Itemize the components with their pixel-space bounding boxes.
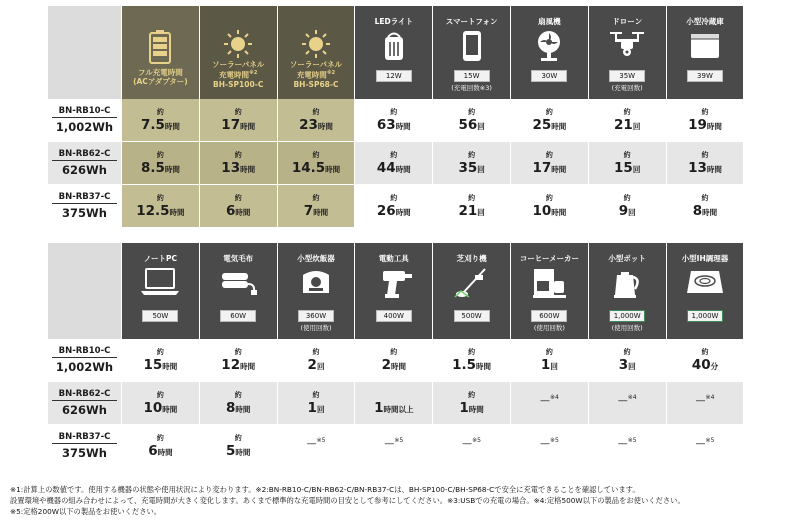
table-row — [48, 425, 745, 468]
smartphone-icon — [433, 30, 510, 62]
value-cell — [200, 99, 278, 142]
header-led-light — [355, 6, 433, 99]
value: 約 21回 — [458, 194, 485, 219]
value-cell — [122, 99, 200, 142]
footnotes — [10, 484, 785, 517]
value-cell — [355, 339, 433, 382]
value-cell — [122, 382, 200, 425]
value: 1時間以上 — [374, 400, 414, 416]
value-cell — [278, 142, 356, 185]
value-cell — [200, 425, 278, 468]
value: 約 19時間 — [688, 108, 722, 133]
value: 約 15回 — [614, 151, 641, 176]
value-cell — [433, 425, 511, 468]
value: 約 13時間 — [221, 151, 256, 176]
value: 約 8.5時間 — [140, 151, 180, 176]
device-name: 電気毛布 — [223, 254, 254, 263]
full-charge-label: フル充電時間 (ACアダプター) — [133, 68, 188, 86]
value: 約 14.5時間 — [291, 151, 341, 176]
model-name: BN-RB10-C — [52, 106, 117, 118]
fridge-icon — [667, 30, 744, 60]
watt-badge: 50W — [142, 310, 178, 322]
header-full-charge — [122, 6, 200, 99]
table-body — [48, 99, 745, 228]
value: 約 15時間 — [143, 348, 178, 373]
value-cell — [433, 142, 511, 185]
sub-label: (使用回数) — [533, 324, 565, 332]
device-name: 小型炊飯器 — [297, 254, 335, 263]
device-name: ノートPC — [143, 254, 178, 263]
watt-badge: 39W — [687, 70, 723, 82]
value: 約 10時間 — [532, 194, 567, 219]
model-capacity: 626Wh — [62, 163, 107, 177]
value-cell — [511, 185, 589, 228]
usage-table-bottom — [48, 243, 745, 468]
header-coffee-maker — [511, 243, 589, 339]
value: 約 6時間 — [148, 434, 173, 459]
sub-label: (充電回数※3) — [451, 84, 492, 92]
value: 約 8時間 — [225, 391, 251, 416]
model-name: BN-RB37-C — [52, 192, 117, 204]
not-applicable: —$^{※5}$ — [462, 437, 482, 450]
value: 約 2回 — [307, 348, 325, 373]
drone-icon — [589, 30, 666, 58]
device-name: 扇風機 — [538, 17, 561, 26]
table-row — [48, 382, 745, 425]
watt-badge: 15W — [454, 70, 490, 82]
device-name: 小型IH調理器 — [681, 254, 729, 263]
model-cell — [48, 339, 122, 382]
device-name: 電動工具 — [378, 254, 409, 263]
value-cell — [667, 142, 745, 185]
table-header-row — [48, 243, 745, 339]
value-cell — [433, 185, 511, 228]
rice-cooker-icon — [278, 267, 355, 297]
not-applicable: —$^{※5}$ — [384, 437, 404, 450]
model-capacity: 626Wh — [62, 403, 107, 417]
value: 約 2時間 — [381, 348, 406, 373]
table-row — [48, 339, 745, 382]
footnote-line: ※1:計算上の数値です。使用する機器の状態や使用状況により変わります。※2:BN-RB10-C/BN-RB62-C/BN-RB37-Cは、BH-SP100-C/BH-SP68-Cで安全に充電できることを確認しています。 — [10, 485, 640, 494]
value-cell — [667, 339, 745, 382]
value-cell — [433, 339, 511, 382]
value-cell — [200, 185, 278, 228]
not-applicable: —$^{※4}$ — [695, 394, 715, 407]
fan-icon — [511, 30, 588, 62]
model-cell — [48, 99, 122, 142]
value: 約 7.5時間 — [140, 108, 180, 133]
value: 約 56回 — [458, 108, 485, 133]
solar-label: ソーラーパネル 充電時間$^{※2}$ BH-SP68-C — [289, 60, 343, 89]
value: 約 23時間 — [299, 108, 333, 133]
value-cell — [511, 382, 589, 425]
value-cell — [667, 99, 745, 142]
value: 約 3回 — [618, 348, 636, 373]
header-corner — [48, 6, 122, 99]
not-applicable: —$^{※4}$ — [539, 394, 559, 407]
value-cell — [511, 339, 589, 382]
sun-icon — [278, 30, 355, 58]
value-cell — [589, 382, 667, 425]
value-cell — [589, 339, 667, 382]
device-name: コーヒーメーカー — [519, 254, 579, 263]
solar-label: ソーラーパネル 充電時間$^{※2}$ BH-SP100-C — [212, 60, 265, 89]
model-cell — [48, 425, 122, 468]
value: 約 26時間 — [376, 194, 411, 219]
watt-badge: 1,000W — [609, 310, 645, 322]
coffee-maker-icon — [511, 267, 588, 299]
device-name: ドローン — [612, 17, 643, 26]
value-cell — [667, 185, 745, 228]
watt-badge: 12W — [376, 70, 412, 82]
model-capacity: 1,002Wh — [55, 120, 114, 134]
table-body — [48, 339, 745, 468]
watt-badge: 1,000W — [687, 310, 723, 322]
not-applicable: —$^{※4}$ — [617, 394, 637, 407]
sub-label: (使用回数) — [611, 324, 643, 332]
device-name: 小型冷蔵庫 — [686, 17, 724, 26]
table-row — [48, 142, 745, 185]
model-capacity: 375Wh — [62, 446, 107, 460]
value: 約 1回 — [307, 391, 325, 416]
value: 約 44時間 — [376, 151, 411, 176]
value: 約 35回 — [458, 151, 485, 176]
value: 約 21回 — [614, 108, 641, 133]
value: 約 7時間 — [303, 194, 329, 219]
sub-label: (使用回数) — [300, 324, 332, 332]
watt-badge: 600W — [531, 310, 567, 322]
value-cell — [278, 339, 356, 382]
value: 約 40分 — [691, 348, 719, 373]
header-laptop — [122, 243, 200, 339]
value-cell — [355, 142, 433, 185]
value-cell — [667, 382, 745, 425]
watt-badge: 500W — [454, 310, 490, 322]
value-cell — [122, 185, 200, 228]
electric-blanket-icon — [200, 267, 277, 297]
footnote-line: ※5:定格200W以下の製品をお使いください。 — [10, 507, 162, 516]
value: 約 63時間 — [376, 108, 411, 133]
value-cell — [355, 185, 433, 228]
value: 約 9回 — [618, 194, 636, 219]
value-cell — [278, 185, 356, 228]
value: 約 17時間 — [532, 151, 567, 176]
header-smartphone — [433, 6, 511, 99]
value-cell — [589, 142, 667, 185]
model-name: BN-RB37-C — [52, 432, 117, 444]
value: 約 25時間 — [532, 108, 567, 133]
value: 約 1.5時間 — [452, 348, 492, 373]
value-cell — [278, 99, 356, 142]
value: 約 6時間 — [225, 194, 251, 219]
header-drone — [589, 6, 667, 99]
value-cell — [511, 425, 589, 468]
device-name: LEDライト — [374, 17, 413, 26]
value-cell — [200, 382, 278, 425]
watt-badge: 35W — [609, 70, 645, 82]
value-cell — [433, 382, 511, 425]
table-row — [48, 99, 745, 142]
value-cell — [200, 339, 278, 382]
sub-label: (充電回数) — [611, 84, 643, 92]
value: 約 5時間 — [225, 434, 251, 459]
value-cell — [355, 382, 433, 425]
battery-icon — [122, 30, 199, 64]
not-applicable: —$^{※5}$ — [617, 437, 637, 450]
value: 約 1時間 — [459, 391, 484, 416]
value: 約 13時間 — [688, 151, 722, 176]
table-header-row — [48, 6, 745, 99]
header-solar-sp68 — [278, 6, 356, 99]
value: 約 1回 — [540, 348, 558, 373]
value-cell — [122, 339, 200, 382]
watt-badge: 400W — [376, 310, 412, 322]
value-cell — [511, 99, 589, 142]
footnote-line: 設置環境や機器の組み合わせによって、充電時間が大きく変化します。あくまで標準的な充電時間の目安として参考にしてください。※3:USBでの充電の場合。※4:定格500W以下の製品をお使いください。 — [10, 496, 685, 505]
model-name: BN-RB62-C — [52, 149, 117, 161]
device-name: 芝刈り機 — [456, 254, 487, 263]
value-cell — [200, 142, 278, 185]
usage-table-top — [48, 6, 745, 228]
watt-badge: 60W — [220, 310, 256, 322]
value-cell — [589, 99, 667, 142]
header-corner — [48, 243, 122, 339]
value: 約 12時間 — [221, 348, 256, 373]
header-ih-cooker — [667, 243, 745, 339]
led-light-icon — [355, 30, 432, 62]
not-applicable: —$^{※5}$ — [539, 437, 559, 450]
model-cell — [48, 142, 122, 185]
header-fridge — [667, 6, 745, 99]
value: 約 10時間 — [143, 391, 178, 416]
header-rice-cooker — [278, 243, 356, 339]
value: 約 8時間 — [692, 194, 718, 219]
table-row — [48, 185, 745, 228]
device-name: 小型ポット — [608, 254, 646, 263]
model-cell — [48, 185, 122, 228]
value-cell — [278, 382, 356, 425]
header-solar-sp100 — [200, 6, 278, 99]
ih-cooker-icon — [667, 267, 744, 297]
value-cell — [589, 185, 667, 228]
header-electric-blanket — [200, 243, 278, 339]
value: 約 12.5時間 — [136, 194, 185, 219]
value-cell — [667, 425, 745, 468]
value-cell — [511, 142, 589, 185]
header-fan — [511, 6, 589, 99]
value-cell — [433, 99, 511, 142]
value-cell — [122, 425, 200, 468]
power-drill-icon — [355, 267, 432, 299]
value-cell — [355, 425, 433, 468]
model-capacity: 375Wh — [62, 206, 107, 220]
model-name: BN-RB10-C — [52, 346, 117, 358]
header-lawn-mower — [433, 243, 511, 339]
model-cell — [48, 382, 122, 425]
watt-badge: 30W — [531, 70, 567, 82]
model-name: BN-RB62-C — [52, 389, 117, 401]
device-name: スマートフォン — [445, 17, 498, 26]
value: 約 17時間 — [221, 108, 256, 133]
not-applicable: —$^{※5}$ — [695, 437, 715, 450]
header-power-tool — [355, 243, 433, 339]
lawn-mower-icon — [433, 267, 510, 299]
model-capacity: 1,002Wh — [55, 360, 114, 374]
watt-badge: 360W — [298, 310, 334, 322]
value-cell — [122, 142, 200, 185]
not-applicable: —$^{※5}$ — [306, 437, 326, 450]
value-cell — [278, 425, 356, 468]
sun-icon — [200, 30, 277, 58]
value-cell — [355, 99, 433, 142]
value-cell — [589, 425, 667, 468]
laptop-icon — [122, 267, 199, 297]
header-kettle — [589, 243, 667, 339]
kettle-icon — [589, 267, 666, 299]
